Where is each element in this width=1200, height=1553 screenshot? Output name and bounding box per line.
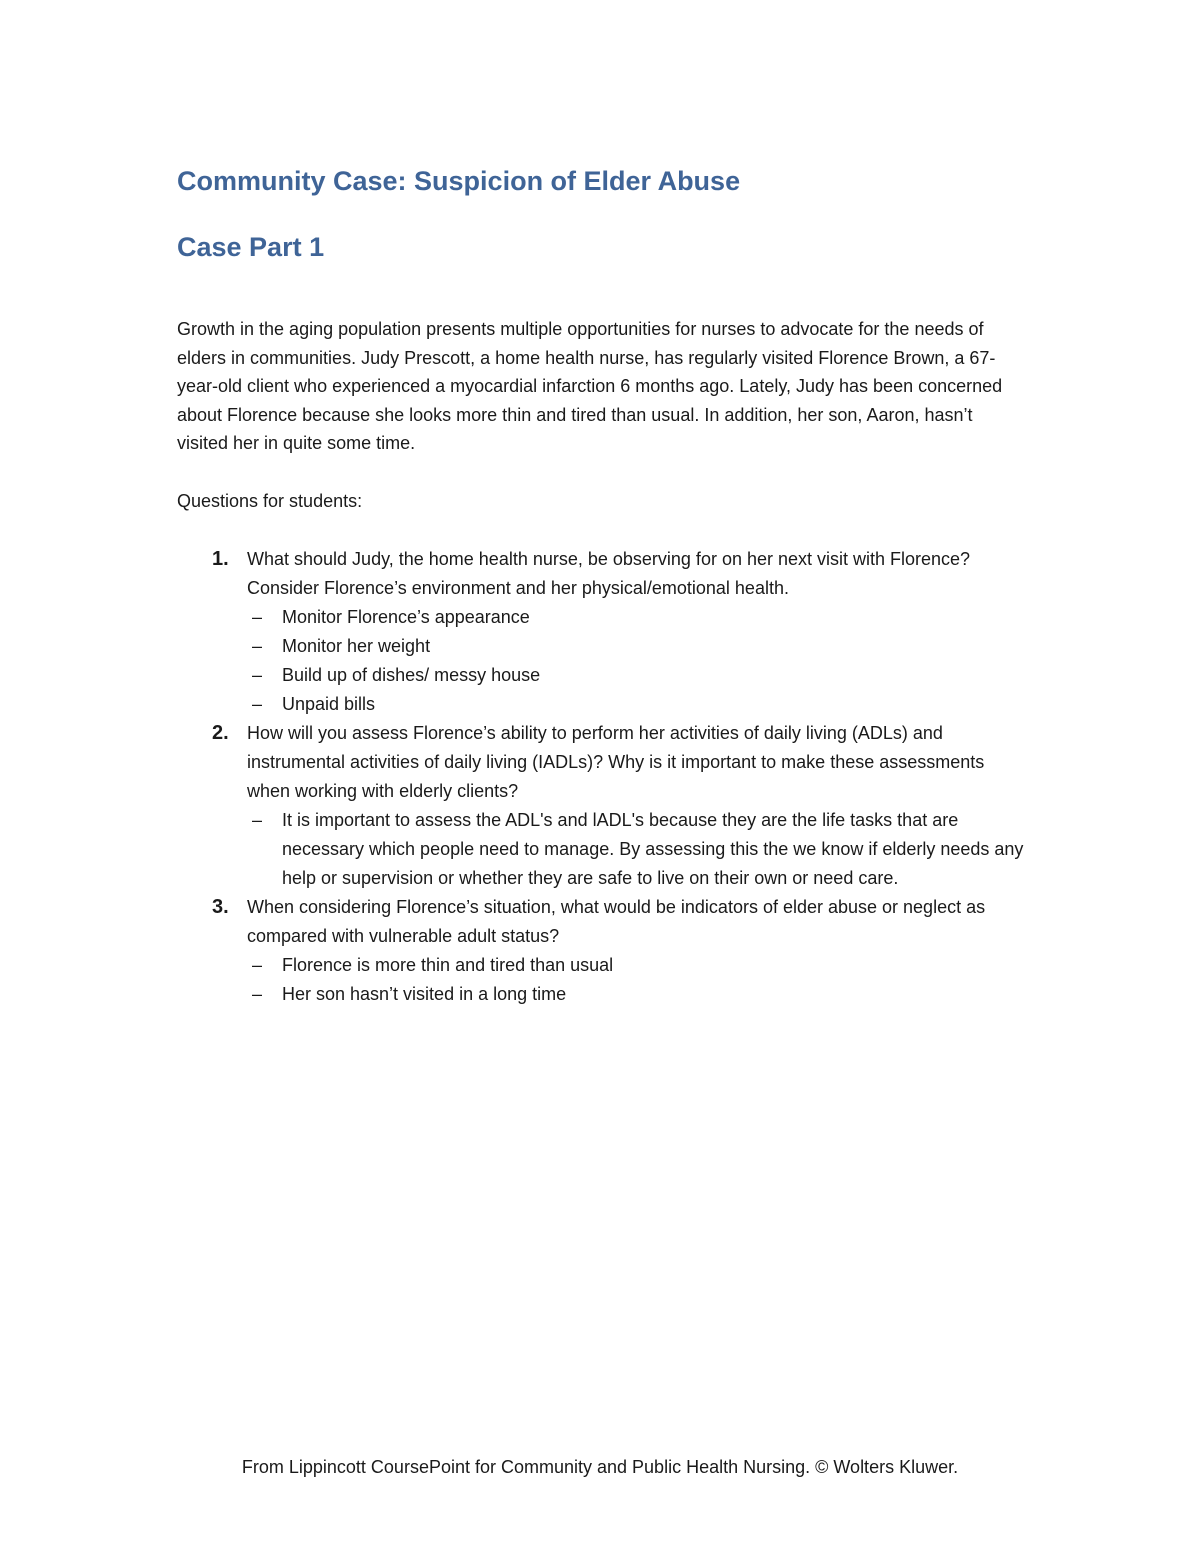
answer-text: Build up of dishes/ messy house xyxy=(282,665,541,685)
answer-list xyxy=(247,603,1027,719)
question-number: 2. xyxy=(212,722,229,744)
answer-item xyxy=(247,603,1027,632)
answer-item xyxy=(247,980,1027,1009)
dash-bullet: – xyxy=(252,810,263,830)
answer-item xyxy=(247,690,1027,719)
question-item-2 xyxy=(177,719,1027,893)
answer-text: It is important to assess the ADL's and lADL's because they are the life tasks that are necessary which people need to manage. By assessing this the we know if elderly needs any help or supervision or whether they are safe to live on their own or need care. xyxy=(282,810,1024,888)
answer-item xyxy=(247,806,1027,893)
question-item-3 xyxy=(177,893,1027,1009)
answer-item xyxy=(247,661,1027,690)
question-text: When considering Florence’s situation, what would be indicators of elder abuse or neglect as compared with vulnerable adult status? xyxy=(247,897,986,946)
answer-text: Monitor Florence’s appearance xyxy=(282,607,530,627)
question-item-1 xyxy=(177,545,1027,719)
section-heading: Case Part 1 xyxy=(177,232,325,262)
answer-text: Monitor her weight xyxy=(282,636,431,656)
dash-bullet: – xyxy=(252,694,263,714)
page-title: Community Case: Suspicion of Elder Abuse xyxy=(177,166,741,196)
answer-list xyxy=(247,951,1027,1009)
dash-bullet: – xyxy=(252,955,263,975)
answer-item xyxy=(247,951,1027,980)
question-text: How will you assess Florence’s ability to perform her activities of daily living (ADLs) and instrumental activities of daily living (IADLs)? Why is it important to make these assessments when working with elderly clients? xyxy=(247,723,985,801)
question-number: 1. xyxy=(212,548,229,570)
page-footer: From Lippincott CoursePoint for Community and Public Health Nursing. © Wolters Kluwer. xyxy=(241,1457,959,1477)
answer-text: Her son hasn’t visited in a long time xyxy=(282,984,567,1004)
question-list xyxy=(177,545,1027,1009)
dash-bullet: – xyxy=(252,984,263,1004)
answer-text: Florence is more thin and tired than usual xyxy=(282,955,614,975)
question-text: What should Judy, the home health nurse, be observing for on her next visit with Florence? Consider Florence’s environment and her physical/emotional health. xyxy=(247,549,971,598)
questions-label: Questions for students: xyxy=(177,491,363,511)
answer-text: Unpaid bills xyxy=(282,694,376,714)
case-intro-paragraph: Growth in the aging population presents multiple opportunities for nurses to advocate for the needs of elders in communities. Judy Prescott, a home health nurse, has regularly visited Florence Brown, a 67-year-old client who experienced a myocardial infarction 6 months ago. Lately, Judy has been concerned about Florence because she looks more thin and tired than usual. In addition, her son, Aaron, hasn’t visited her in quite some time. xyxy=(177,319,1003,454)
dash-bullet: – xyxy=(252,665,263,685)
dash-bullet: – xyxy=(252,607,263,627)
question-number: 3. xyxy=(212,896,229,918)
answer-list xyxy=(247,806,1027,893)
answer-item xyxy=(247,632,1027,661)
dash-bullet: – xyxy=(252,636,263,656)
